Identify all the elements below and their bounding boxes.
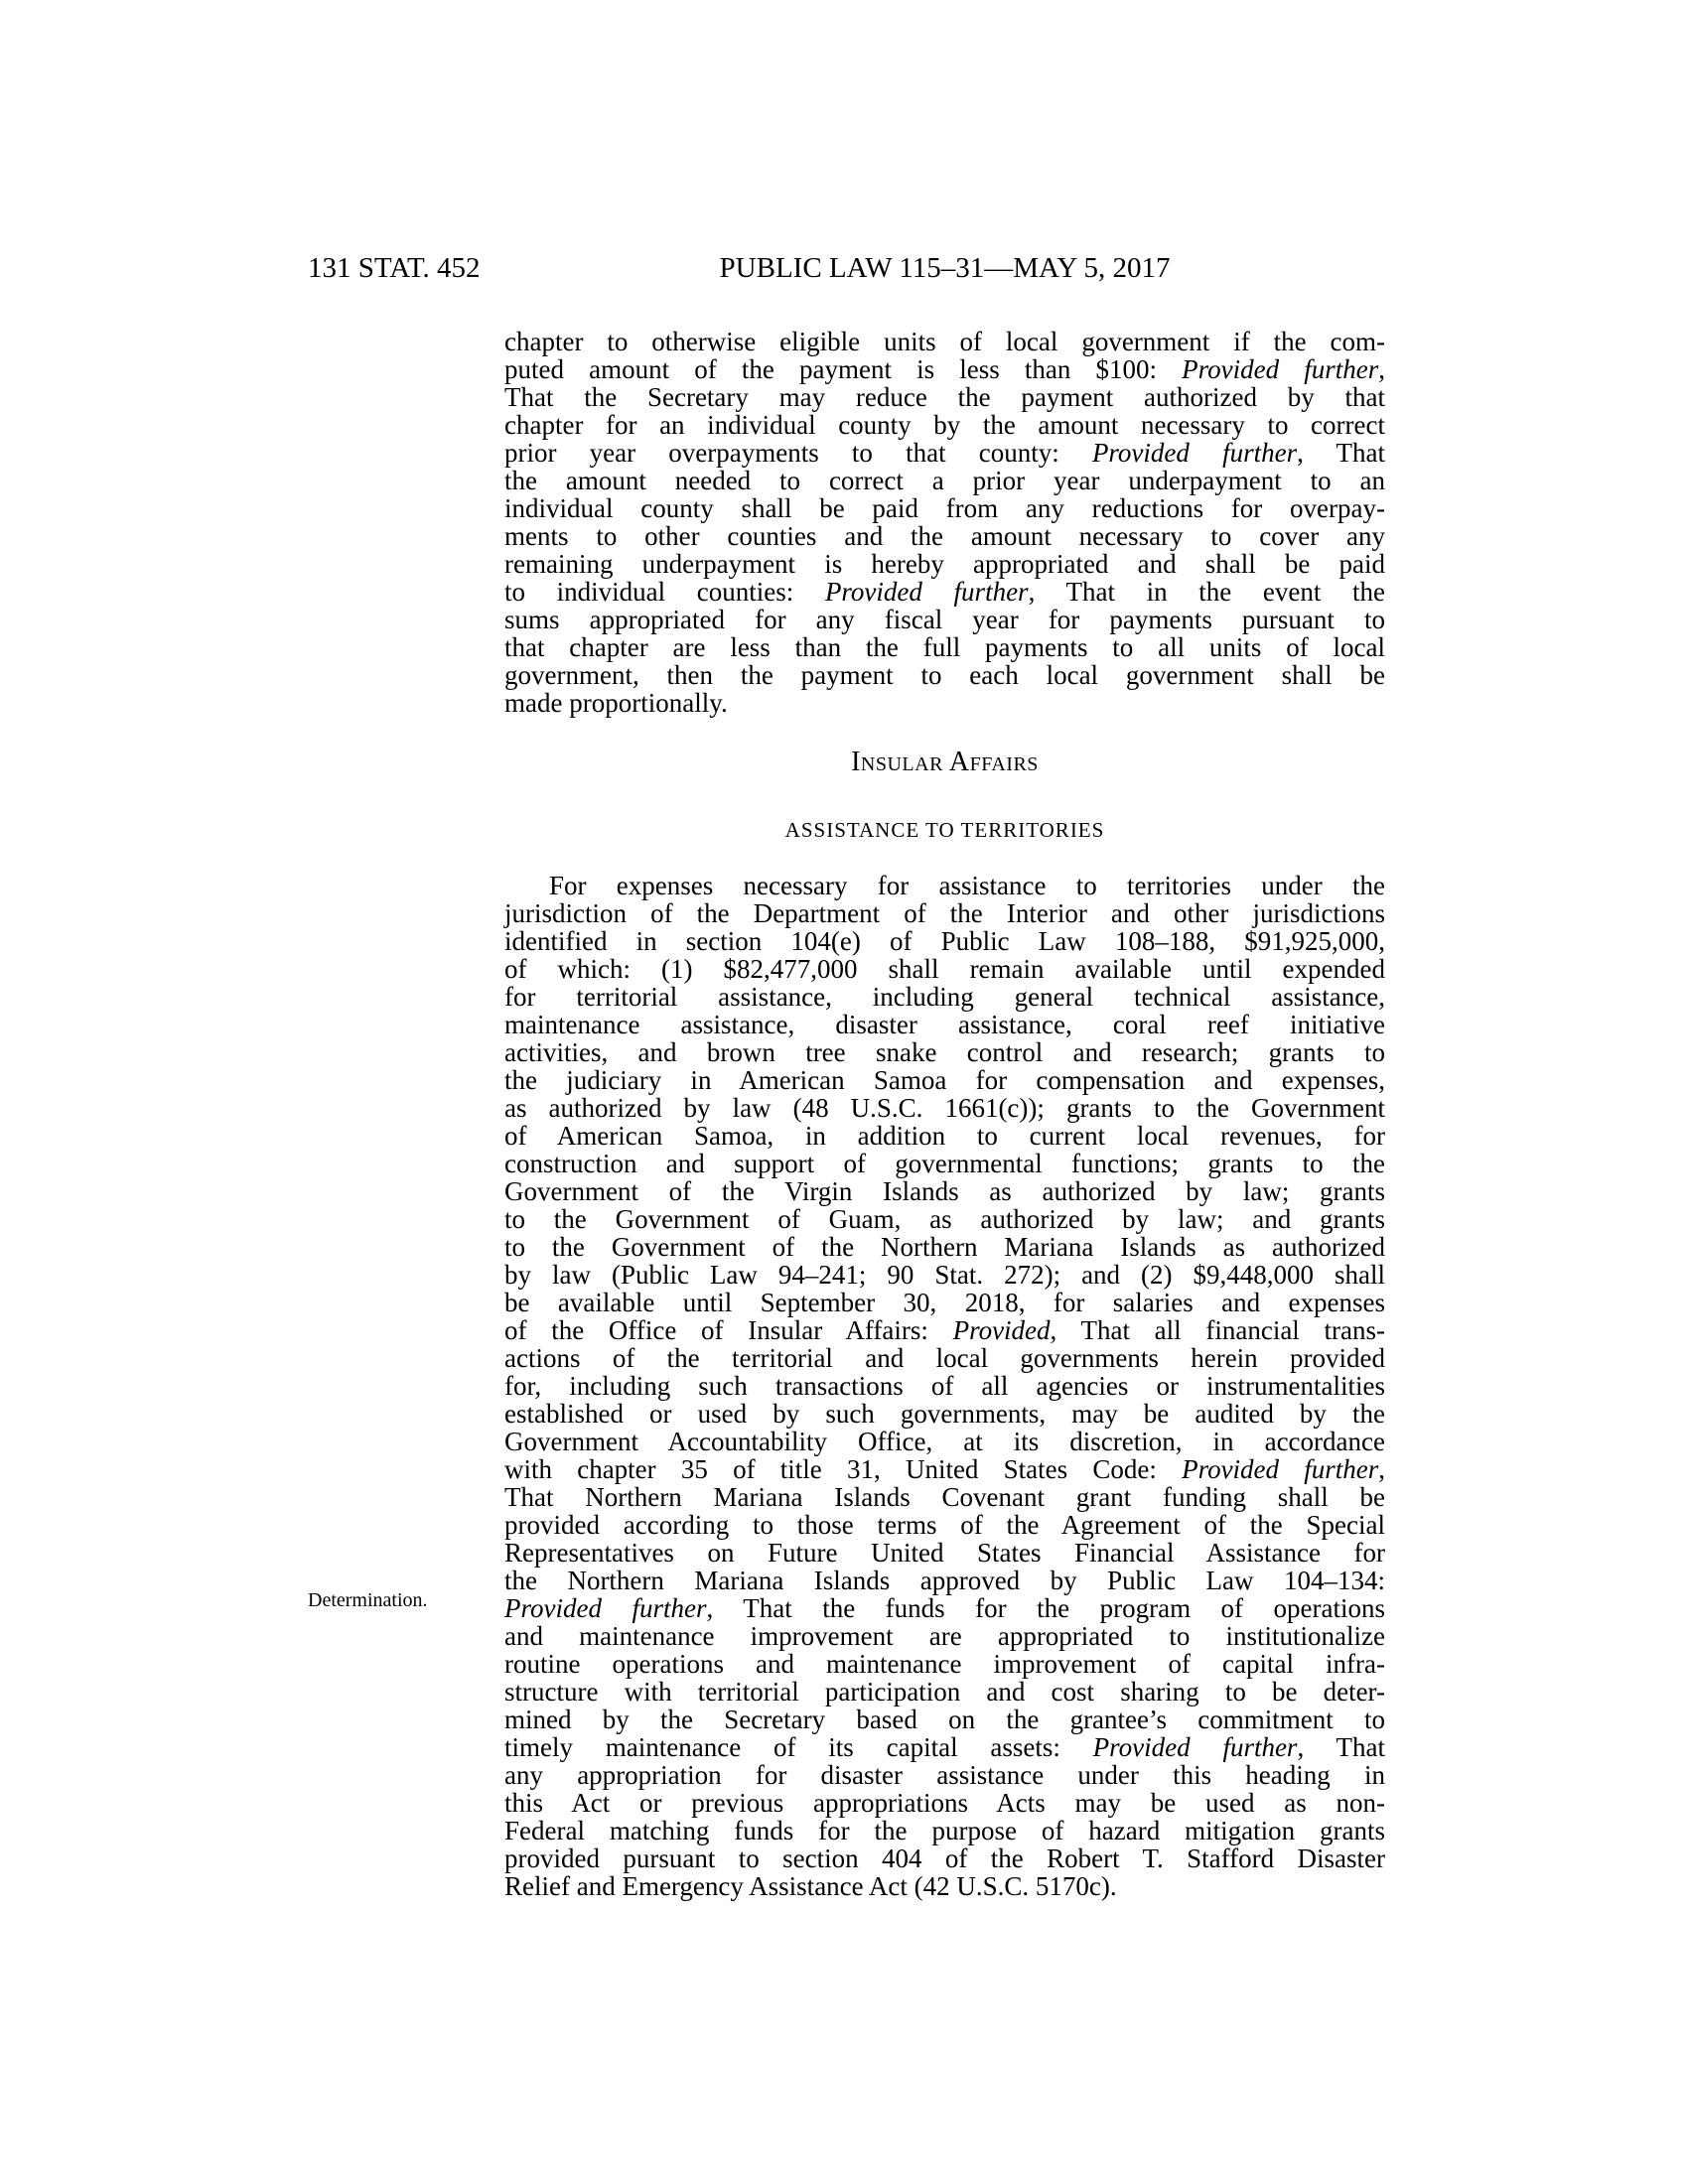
text-line: puted amount of the payment is less than $100: Provided further, [504, 354, 1385, 384]
paragraph-assistance-appropriation [504, 872, 1385, 1900]
text-line: government, then the payment to each local government shall be [504, 660, 1385, 690]
text-line: Government of the Virgin Islands as authorized by law; grants [504, 1176, 1385, 1206]
text-line: of the Office of Insular Affairs: Provided, That all financial trans- [504, 1315, 1385, 1345]
text-line: maintenance assistance, disaster assistance, coral reef initiative [504, 1010, 1385, 1039]
text-line: with chapter 35 of title 31, United States Code: Provided further, [504, 1454, 1386, 1484]
text-line: routine operations and maintenance improvement of capital infra- [504, 1649, 1385, 1679]
text-line: the amount needed to correct a prior year underpayment to an [504, 466, 1385, 495]
text-line: jurisdiction of the Department of the Interior and other jurisdictions [504, 898, 1385, 928]
text-line: prior year overpayments to that county: Provided further, That [504, 438, 1386, 468]
text-line: Federal matching funds for the purpose of hazard mitigation grants [504, 1816, 1385, 1845]
text-line: any appropriation for disaster assistance under this heading in [504, 1760, 1385, 1790]
text-line: individual county shall be paid from any reductions for overpay- [504, 493, 1385, 523]
text-line: made proportionally. [504, 688, 728, 718]
text-line: of which: (1) $82,477,000 shall remain available until expended [504, 954, 1385, 984]
text-line: actions of the territorial and local governments herein provided [504, 1343, 1385, 1373]
text-line: ments to other counties and the amount necessary to cover any [504, 521, 1385, 551]
text-line: timely maintenance of its capital assets: Provided further, That [504, 1732, 1385, 1762]
text-line: Provided further, That the funds for the program of operations [504, 1593, 1386, 1623]
text-line: That Northern Mariana Islands Covenant grant funding shall be [504, 1482, 1385, 1512]
text-line: this Act or previous appropriations Acts may be used as non- [504, 1788, 1385, 1818]
text-line: the Northern Mariana Islands approved by Public Law 104–134: [504, 1566, 1385, 1595]
text-line: established or used by such governments, may be audited by the [504, 1399, 1385, 1429]
running-head-stat-number: 131 STAT. 452 [308, 252, 481, 284]
text-line: for, including such transactions of all agencies or instrumentalities [504, 1371, 1385, 1401]
text-line: Government Accountability Office, at its discretion, in accordance [504, 1427, 1385, 1456]
text-line: sums appropriated for any fiscal year for payments pursuant to [504, 605, 1385, 634]
text-line: to individual counties: Provided further, That in the event the [504, 577, 1385, 607]
text-line: provided pursuant to section 404 of the Robert T. Stafford Disaster [504, 1843, 1385, 1873]
text-line: provided according to those terms of the Agreement of the Special [504, 1510, 1385, 1540]
text-line: mined by the Secretary based on the grantee’s commitment to [504, 1705, 1385, 1734]
text-line: that chapter are less than the full payments to all units of local [504, 632, 1385, 662]
text-line: of American Samoa, in addition to current local revenues, for [504, 1121, 1385, 1151]
text-line: be available until September 30, 2018, for salaries and expenses [504, 1288, 1385, 1317]
text-line: Relief and Emergency Assistance Act (42 U.S.C. 5170c). [504, 1871, 1117, 1901]
margin-note-determination: Determination. [308, 1589, 428, 1611]
text-line: Representatives on Future United States Financial Assistance for [504, 1538, 1385, 1568]
text-line: to the Government of the Northern Mariana Islands as authorized [504, 1232, 1385, 1262]
text-line: remaining underpayment is hereby appropriated and shall be paid [504, 549, 1385, 579]
text-line: For expenses necessary for assistance to territories under the [549, 871, 1385, 900]
text-line: the judiciary in American Samoa for compensation and expenses, [504, 1065, 1385, 1095]
heading-insular-affairs: Insular Affairs [851, 747, 1039, 777]
text-line: identified in section 104(e) of Public Law 108–188, $91,925,000, [504, 926, 1385, 956]
text-line: for territorial assistance, including general technical assistance, [504, 982, 1385, 1012]
running-head-law-title: PUBLIC LAW 115–31—MAY 5, 2017 [719, 252, 1171, 284]
text-line: construction and support of governmental functions; grants to the [504, 1149, 1385, 1178]
text-line: structure with territorial participation and cost sharing to be deter- [504, 1677, 1385, 1706]
text-line: and maintenance improvement are appropriated to institutionalize [504, 1621, 1385, 1651]
paragraph-payments-continuation [504, 328, 1385, 717]
text-line: by law (Public Law 94–241; 90 Stat. 272); and (2) $9,448,000 shall [504, 1260, 1385, 1290]
text-line: as authorized by law (48 U.S.C. 1661(c)); grants to the Government [504, 1093, 1385, 1123]
text-line: chapter for an individual county by the amount necessary to correct [504, 410, 1385, 440]
text-line: That the Secretary may reduce the payment authorized by that [504, 382, 1385, 412]
text-line: to the Government of Guam, as authorized by law; and grants [504, 1204, 1385, 1234]
text-line: chapter to otherwise eligible units of local government if the com- [504, 327, 1385, 356]
heading-assistance-to-territories: ASSISTANCE TO TERRITORIES [784, 818, 1105, 842]
text-line: activities, and brown tree snake control and research; grants to [504, 1037, 1385, 1067]
